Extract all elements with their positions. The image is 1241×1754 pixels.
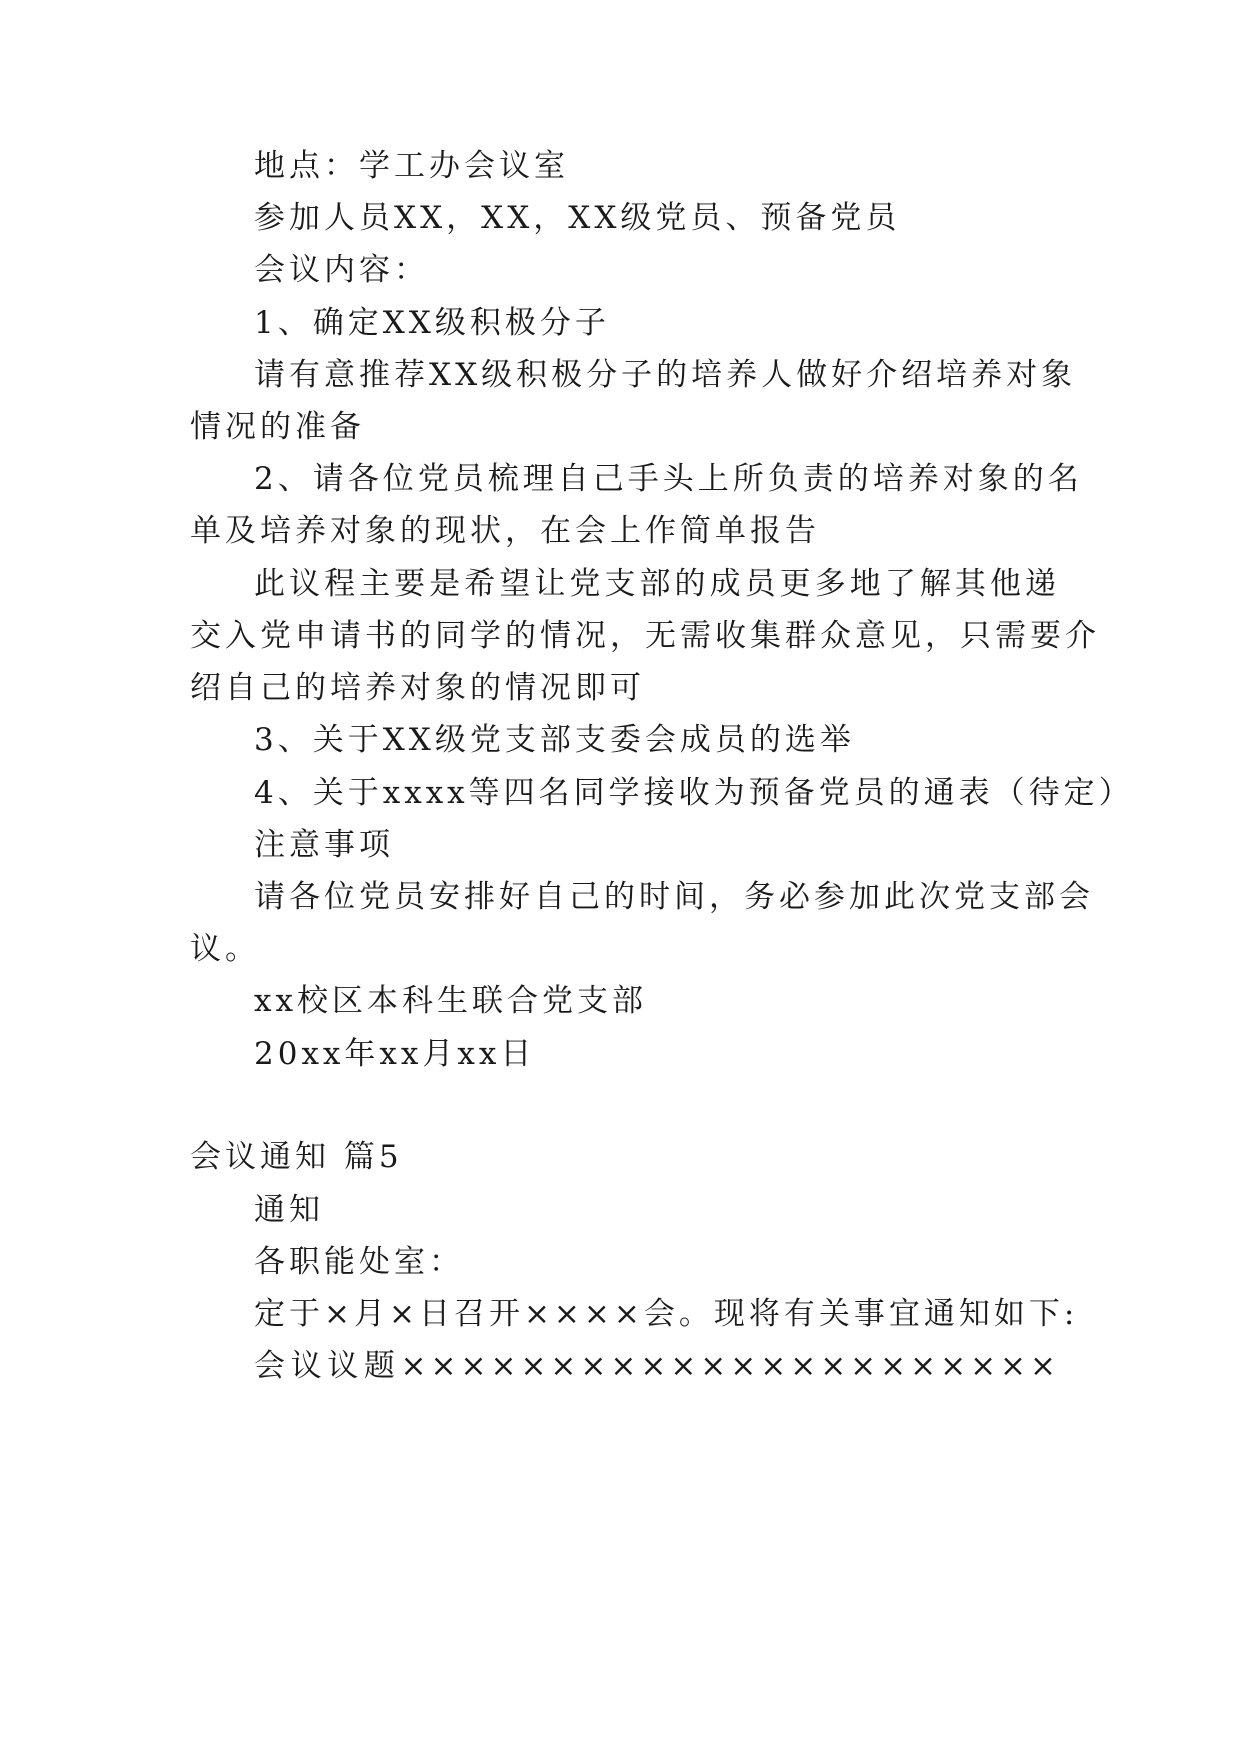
agenda-note-line-2: 交入党申请书的同学的情况，无需收集群众意见，只需要介 bbox=[190, 618, 1100, 654]
agenda-note-line-1: 此议程主要是希望让党支部的成员更多地了解其他递 bbox=[254, 566, 1060, 602]
agenda-item-1-detail-line-2: 情况的准备 bbox=[190, 409, 365, 445]
signature-date: 20xx年xx月xx日 bbox=[254, 1036, 536, 1072]
agenda-item-1: 1、确定XX级积极分子 bbox=[254, 305, 610, 341]
agenda-item-1-detail-line-1: 请有意推荐XX级积极分子的培养人做好介绍培养对象 bbox=[254, 357, 1077, 393]
signature-organization: xx校区本科生联合党支部 bbox=[254, 983, 647, 1019]
section-title: 会议通知 篇5 bbox=[190, 1139, 403, 1175]
notes-line-1: 请各位党员安排好自己的时间，务必参加此次党支部会 bbox=[254, 879, 1094, 915]
agenda-item-3: 3、关于XX级党支部支委会成员的选举 bbox=[254, 722, 855, 758]
agenda-note-line-3: 绍自己的培养对象的情况即可 bbox=[190, 670, 645, 706]
paragraph-attendees: 参加人员XX，XX，XX级党员、预备党员 bbox=[254, 200, 901, 236]
agenda-item-4: 4、关于xxxx等四名同学接收为预备党员的通表（待定） bbox=[254, 775, 1134, 811]
paragraph-agenda-heading: 会议内容： bbox=[254, 252, 429, 288]
paragraph-location: 地点：学工办会议室 bbox=[254, 148, 569, 184]
agenda-item-2-line-1: 2、请各位党员梳理自己手头上所负责的培养对象的名 bbox=[254, 461, 1083, 497]
notice-recipients: 各职能处室： bbox=[254, 1244, 464, 1280]
agenda-item-2-line-2: 单及培养对象的现状，在会上作简单报告 bbox=[190, 513, 820, 549]
notice-heading: 通知 bbox=[254, 1192, 324, 1228]
notes-heading: 注意事项 bbox=[254, 827, 394, 863]
meeting-topic: 会议议题×××××××××××××××××××××× bbox=[254, 1348, 1060, 1384]
document-page bbox=[190, 0, 1134, 1754]
notice-body: 定于×月×日召开××××会。现将有关事宜通知如下: bbox=[254, 1296, 1079, 1332]
notes-line-2: 议。 bbox=[190, 931, 260, 967]
